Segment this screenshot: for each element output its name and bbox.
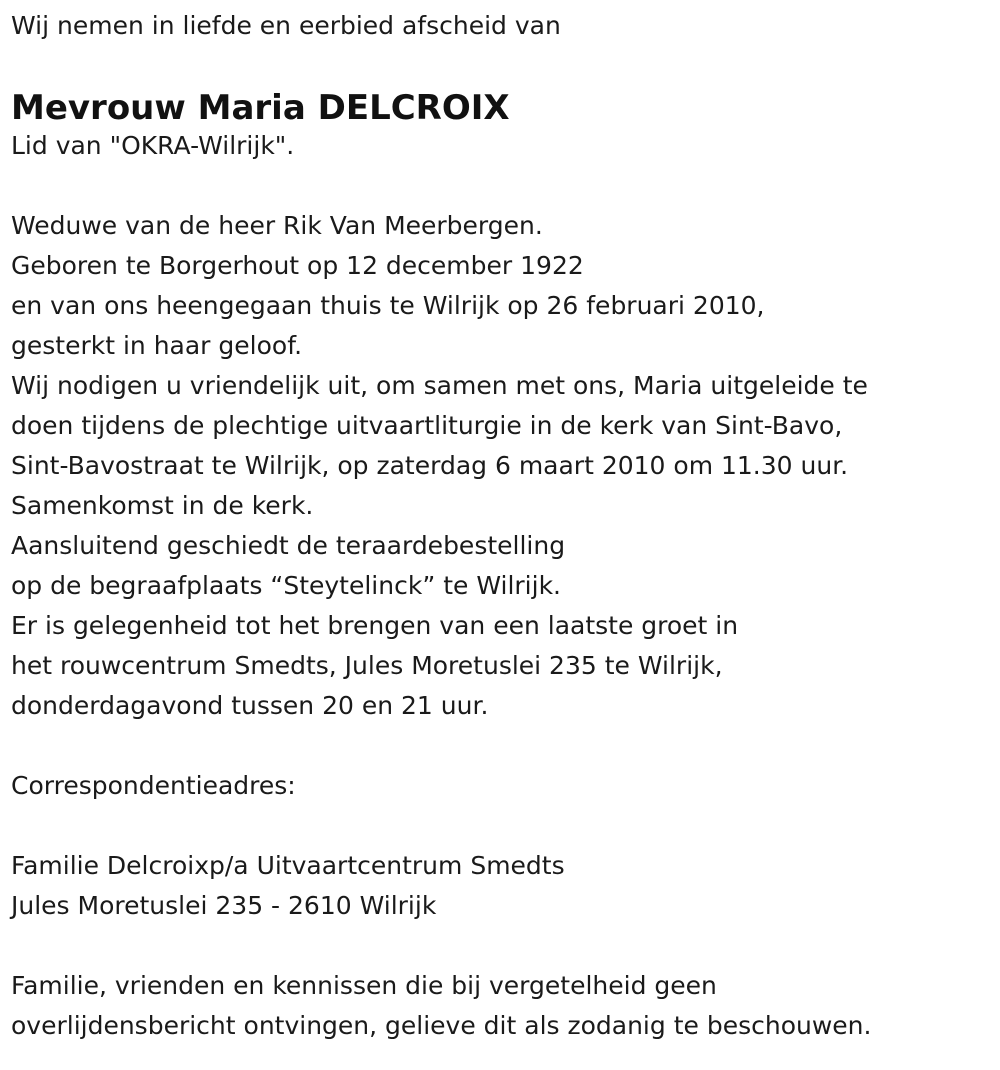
body-line: Sint-Bavostraat te Wilrijk, op zaterdag 6 maart 2010 om 11.30 uur. bbox=[11, 451, 849, 480]
body-line: Geboren te Borgerhout op 12 december 1922 bbox=[11, 251, 584, 280]
spacer bbox=[11, 726, 986, 766]
body-line: op de begraafplaats “Steytelinck” te Wilrijk. bbox=[11, 571, 561, 600]
intro-text: Wij nemen in liefde en eerbied afscheid van bbox=[11, 11, 561, 40]
spacer bbox=[11, 926, 986, 966]
body-line: het rouwcentrum Smedts, Jules Moretuslei 235 te Wilrijk, bbox=[11, 651, 723, 680]
body-line: Aansluitend geschiedt de teraardebestelling bbox=[11, 531, 566, 560]
death-notice bbox=[11, 6, 986, 1046]
body-line: Samenkomst in de kerk. bbox=[11, 491, 314, 520]
spacer bbox=[11, 806, 986, 846]
spacer bbox=[11, 46, 986, 86]
closing-line: overlijdensbericht ontvingen, gelieve dit als zodanig te beschouwen. bbox=[11, 1011, 872, 1040]
deceased-name: Mevrouw Maria DELCROIX bbox=[11, 88, 510, 128]
body-line: Weduwe van de heer Rik Van Meerbergen. bbox=[11, 211, 543, 240]
correspondence-address-line: Jules Moretuslei 235 - 2610 Wilrijk bbox=[11, 891, 437, 920]
correspondence-address-line: Familie Delcroixp/a Uitvaartcentrum Smedts bbox=[11, 851, 565, 880]
correspondence-label: Correspondentieadres: bbox=[11, 771, 296, 800]
closing-line: Familie, vrienden en kennissen die bij vergetelheid geen bbox=[11, 971, 717, 1000]
body-line: doen tijdens de plechtige uitvaartliturgie in de kerk van Sint-Bavo, bbox=[11, 411, 843, 440]
body-line: donderdagavond tussen 20 en 21 uur. bbox=[11, 691, 489, 720]
membership-text: Lid van "OKRA-Wilrijk". bbox=[11, 131, 295, 160]
body-line: gesterkt in haar geloof. bbox=[11, 331, 303, 360]
body-line: Er is gelegenheid tot het brengen van een laatste groet in bbox=[11, 611, 739, 640]
body-line: Wij nodigen u vriendelijk uit, om samen met ons, Maria uitgeleide te bbox=[11, 371, 868, 400]
spacer bbox=[11, 166, 986, 206]
body-line: en van ons heengegaan thuis te Wilrijk op 26 februari 2010, bbox=[11, 291, 765, 320]
